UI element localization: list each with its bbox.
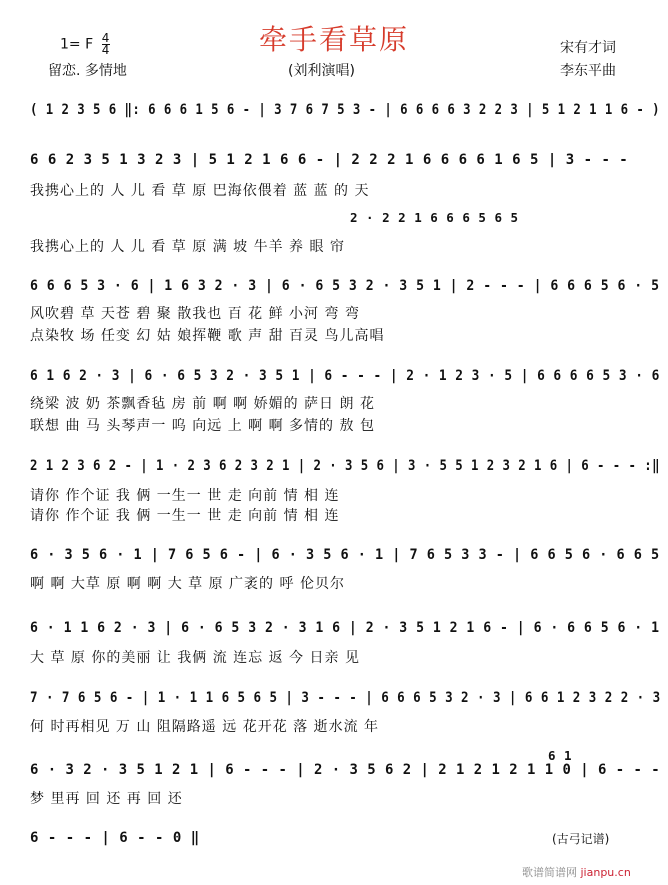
lyric-row-5: 啊 啊 大草 原 啊 啊 大 草 原 广袤的 呼 伦贝尔 [30, 576, 345, 592]
notation-row-1-alt: 2 · 2 2 1 6 6 6 5 6 5 [350, 210, 519, 225]
composer-text: 李东平曲 [560, 63, 616, 79]
notation-row-4: 2 1 2 3 6 2 - | 1 · 2 3 6 2 3 2 1 | 2 · 3 5 6 | 3 · 5 5 1 2 3 2 1 6 | 6 - - - :‖ [30, 458, 661, 474]
lyric-row-1-verse-1: 我携心上的 人 儿 看 草 原 巴海依偎着 蓝 蓝 的 天 [30, 183, 370, 199]
lyric-row-3-verse-1: 绕梁 波 奶 茶飘香毡 房 前 啊 啊 娇媚的 萨日 朗 花 [30, 396, 375, 412]
lyric-row-2-verse-1: 风吹碧 草 天苍 碧 聚 散我也 百 花 鲜 小河 弯 弯 [30, 306, 360, 322]
lyric-row-2-verse-2: 点染牧 场 任变 幻 姑 娘挥鞭 歌 声 甜 百灵 鸟儿高唱 [30, 328, 385, 344]
time-top: 4 [101, 31, 110, 45]
lyric-row-8: 梦 里再 回 还 再 回 还 [30, 791, 183, 807]
notation-row-2: 6 6 6 5 3 · 6 | 1 6 3 2 · 3 | 6 · 6 5 3 2 · 3 5 1 | 2 - - - | 6 6 6 5 6 · 5 [30, 278, 660, 294]
lyric-row-4-verse-2: 请你 作个证 我 俩 一生一 世 走 向前 情 相 连 [30, 508, 340, 524]
watermark-left: 歌谱简谱网 [522, 866, 577, 879]
notation-row-6: 6 · 1 1 6 2 · 3 | 6 · 6 5 3 2 · 3 1 6 | 2 · 3 5 1 2 1 6 - | 6 · 6 6 5 6 · 1 [30, 620, 660, 636]
lyric-row-7: 何 时再相见 万 山 阻隔路遥 远 花开花 落 逝水流 年 [30, 719, 380, 735]
lyric-row-4-verse-1: 请你 作个证 我 俩 一生一 世 走 向前 情 相 连 [30, 488, 340, 504]
grace-note: 6 1 [548, 748, 573, 763]
lyricist-text: 宋有才词 [560, 40, 616, 56]
notation-row-7: 7 · 7 6 5 6 - | 1 · 1 1 6 5 6 5 | 3 - - - | 6 6 6 5 3 2 · 3 | 6 6 1 2 3 2 2 · 3 [30, 690, 661, 706]
key-label: 1= F [60, 36, 94, 53]
notation-row-0: ( 1 2 3 5 6 ‖: 6 6 6 1 5 6 - | 3 7 6 7 5 3 - | 6 6 6 6 3 2 2 3 | 5 1 2 1 1 6 - ) [30, 102, 661, 118]
notation-row-9: 6 - - - | 6 - - 0 ‖ [30, 830, 200, 846]
time-signature [102, 33, 110, 56]
notation-row-5: 6 · 3 5 6 · 1 | 7 6 5 6 - | 6 · 3 5 6 · 1 | 7 6 5 3 3 - | 6 6 5 6 · 6 6 5 [30, 547, 660, 563]
watermark [522, 864, 631, 880]
singer-text: (刘利演唱) [288, 63, 355, 79]
lyric-row-1-verse-2: 我携心上的 人 儿 看 草 原 满 坡 牛羊 养 眼 帘 [30, 239, 345, 255]
lyric-row-6: 大 草 原 你的美丽 让 我俩 流 连忘 返 今 日亲 见 [30, 650, 360, 666]
notation-row-3: 6 1 6 2 · 3 | 6 · 6 5 3 2 · 3 5 1 | 6 - - - | 2 · 1 2 3 · 5 | 6 6 6 6 5 3 · 6 [30, 368, 660, 384]
page-title: 牵手看草原 [258, 23, 409, 56]
transcriber-note: (古弓记谱) [552, 832, 610, 846]
watermark-right: jianpu.cn [580, 866, 631, 879]
key-signature [60, 33, 110, 56]
mood-text: 留恋. 多情地 [48, 63, 127, 79]
notation-row-8: 6 · 3 2 · 3 5 1 2 1 | 6 - - - | 2 · 3 5 6 2 | 2 1 2 1 2 1 1 0 | 6 - - - [30, 762, 661, 778]
notation-row-1: 6 6 2 3 5 1 3 2 3 | 5 1 2 1 6 6 - | 2 2 2 1 6 6 6 6 1 6 5 | 3 - - - [30, 152, 629, 168]
lyric-row-3-verse-2: 联想 曲 马 头琴声一 呜 向远 上 啊 啊 多情的 敖 包 [30, 418, 375, 434]
time-bottom: 4 [101, 43, 110, 57]
